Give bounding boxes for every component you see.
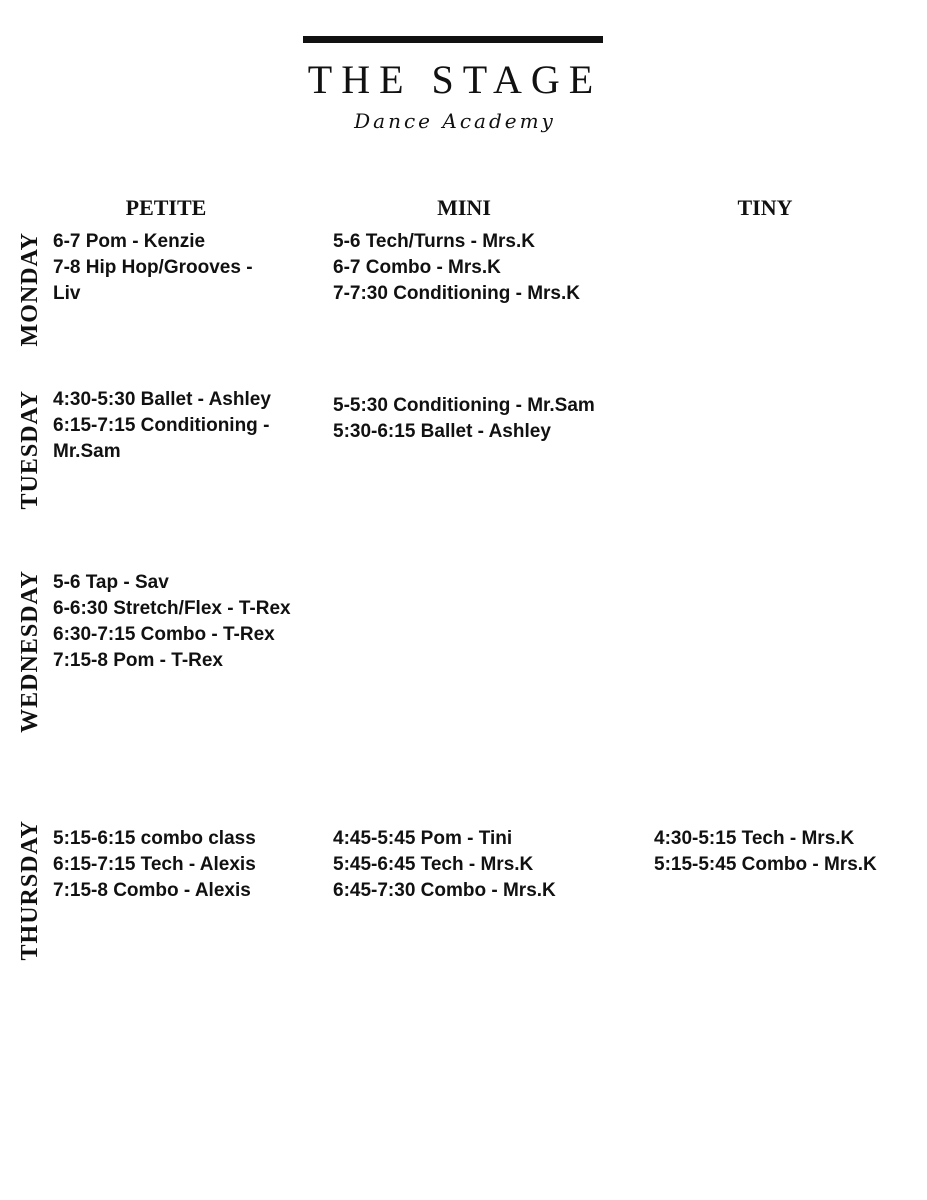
class-entry: 4:30-5:30 Ballet - Ashley — [53, 389, 271, 410]
logo-subtitle: Dance Academy — [354, 109, 556, 133]
day-label-wednesday: WEDNESDAY — [17, 570, 43, 733]
class-entry: Liv — [53, 283, 81, 304]
wednesday-petite-classes — [53, 570, 291, 674]
class-entry: 6:30-7:15 Combo - T-Rex — [53, 624, 275, 645]
tuesday-mini-classes — [333, 393, 595, 445]
class-entry: 6-7 Pom - Kenzie — [53, 231, 206, 252]
class-entry: 5-5:30 Conditioning - Mr.Sam — [333, 395, 595, 416]
column-header-petite: PETITE — [125, 195, 207, 220]
class-entry: 7-7:30 Conditioning - Mrs.K — [333, 283, 580, 304]
day-label-thursday: THURSDAY — [17, 820, 43, 961]
class-entry: 7-8 Hip Hop/Grooves - — [53, 257, 253, 278]
logo-title: THE STAGE — [307, 57, 603, 102]
logo-bar — [303, 36, 603, 43]
class-entry: 4:45-5:45 Pom - Tini — [333, 828, 513, 849]
class-entry: 6-7 Combo - Mrs.K — [333, 257, 501, 278]
column-header-tiny: TINY — [737, 195, 793, 220]
monday-petite-classes — [53, 229, 253, 307]
class-entry: 7:15-8 Combo - Alexis — [53, 880, 251, 901]
class-entry: 6:15-7:15 Tech - Alexis — [53, 854, 256, 875]
thursday-mini-classes — [333, 826, 556, 904]
day-label-tuesday: TUESDAY — [17, 390, 43, 510]
class-entry: 4:30-5:15 Tech - Mrs.K — [654, 828, 855, 849]
tuesday-petite-classes — [53, 387, 271, 465]
class-entry: 5-6 Tech/Turns - Mrs.K — [333, 231, 535, 252]
class-entry: 5-6 Tap - Sav — [53, 572, 169, 593]
class-entry: 6:45-7:30 Combo - Mrs.K — [333, 880, 556, 901]
class-entry: 5:15-6:15 combo class — [53, 828, 256, 849]
day-label-monday: MONDAY — [17, 232, 43, 347]
class-entry: 5:45-6:45 Tech - Mrs.K — [333, 854, 534, 875]
column-header-mini: MINI — [437, 195, 491, 220]
class-entry: Mr.Sam — [53, 441, 121, 462]
class-entry: 7:15-8 Pom - T-Rex — [53, 650, 223, 671]
monday-mini-classes — [333, 229, 580, 307]
thursday-petite-classes — [53, 826, 256, 904]
thursday-tiny-classes — [654, 826, 877, 878]
class-entry: 6-6:30 Stretch/Flex - T-Rex — [53, 598, 291, 619]
class-entry: 5:30-6:15 Ballet - Ashley — [333, 421, 551, 442]
class-entry: 6:15-7:15 Conditioning - — [53, 415, 270, 436]
class-entry: 5:15-5:45 Combo - Mrs.K — [654, 854, 877, 875]
